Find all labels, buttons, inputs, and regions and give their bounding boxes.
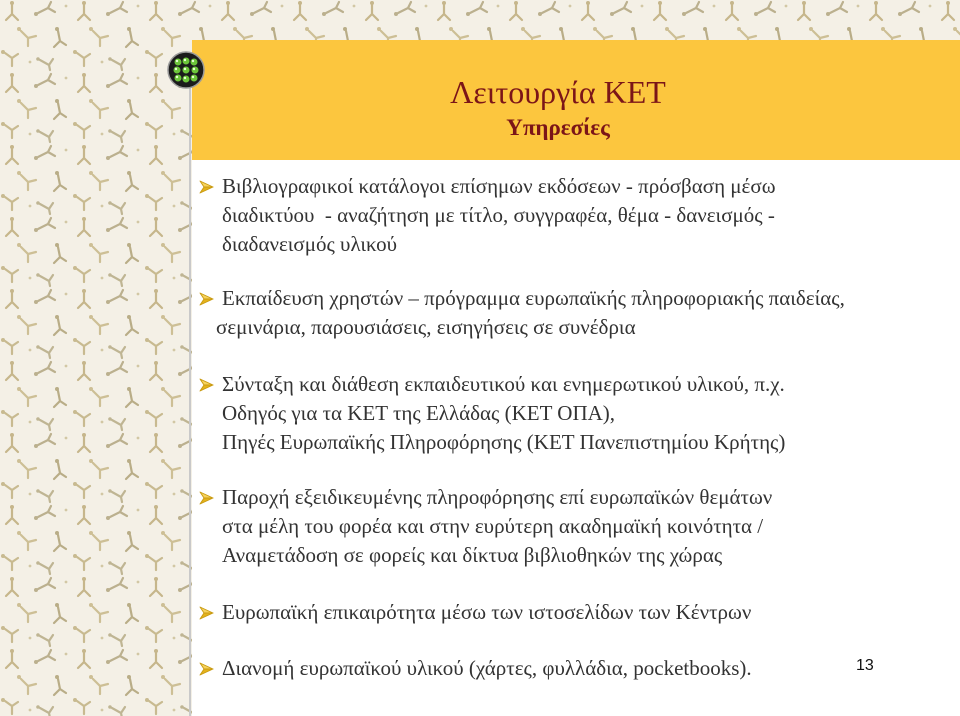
bullet-line: Εκπαίδευση χρηστών – πρόγραμμα ευρωπαϊκής πληροφοριακής παιδείας, [222,286,845,310]
bullet-line: Παροχή εξειδικευμένης πληροφόρησης επί ευρωπαϊκών θεμάτων [222,485,773,509]
page-number: 13 [856,657,874,674]
bullet-item [196,284,946,342]
bullet-item [196,483,946,570]
bullet-line: Αναμετάδοση σε φορείς και δίκτυα βιβλιοθηκών της χώρας [222,543,723,567]
bullet-line: Πηγές Ευρωπαϊκής Πληροφόρησης (ΚΕΤ Πανεπιστημίου Κρήτης) [222,430,786,454]
bullet-line: Βιβλιογραφικοί κατάλογοι επίσημων εκδόσεων - πρόσβαση μέσω [222,174,776,198]
bullet-line: διαδανεισμός υλικού [222,232,398,256]
arrowhead-bullet-icon [199,606,214,620]
arrowhead-bullet-icon [199,378,214,392]
slide-title: Λειτουργία ΚΕΤ [450,74,666,110]
arrowhead-bullet-icon [199,491,214,505]
bullet-item [196,172,946,259]
bullet-line: στα μέλη του φορέα και στην ευρύτερη ακαδημαϊκή κοινότητα / [222,514,764,538]
bullet-item [196,654,946,683]
bullet-line: διαδικτύου - αναζήτηση με τίτλο, συγγραφέα, θέμα - δανεισμός - [222,203,775,227]
bullet-line: Οδηγός για τα ΚΕΤ της Ελλάδας (ΚΕΤ ΟΠΑ), [222,401,616,425]
bullet-line: σεμινάρια, παρουσιάσεις, εισηγήσεις σε συνέδρια [216,315,636,339]
slide-subtitle: Υπηρεσίες [506,115,610,140]
bullet-item [196,370,946,457]
bullet-line: Ευρωπαϊκή επικαιρότητα μέσω των ιστοσελίδων των Κέντρων [222,600,752,624]
vertical-divider [189,88,191,716]
bullet-line: Διανομή ευρωπαϊκού υλικού (χάρτες, φυλλάδια, pocketbooks). [222,656,752,680]
arrowhead-bullet-icon [199,292,214,306]
bullet-line: Σύνταξη και διάθεση εκπαιδευτικού και ενημερωτικού υλικού, π.χ. [222,372,785,396]
arrowhead-bullet-icon [199,662,214,676]
arrowhead-bullet-icon [199,180,214,194]
bullet-item [196,598,946,627]
